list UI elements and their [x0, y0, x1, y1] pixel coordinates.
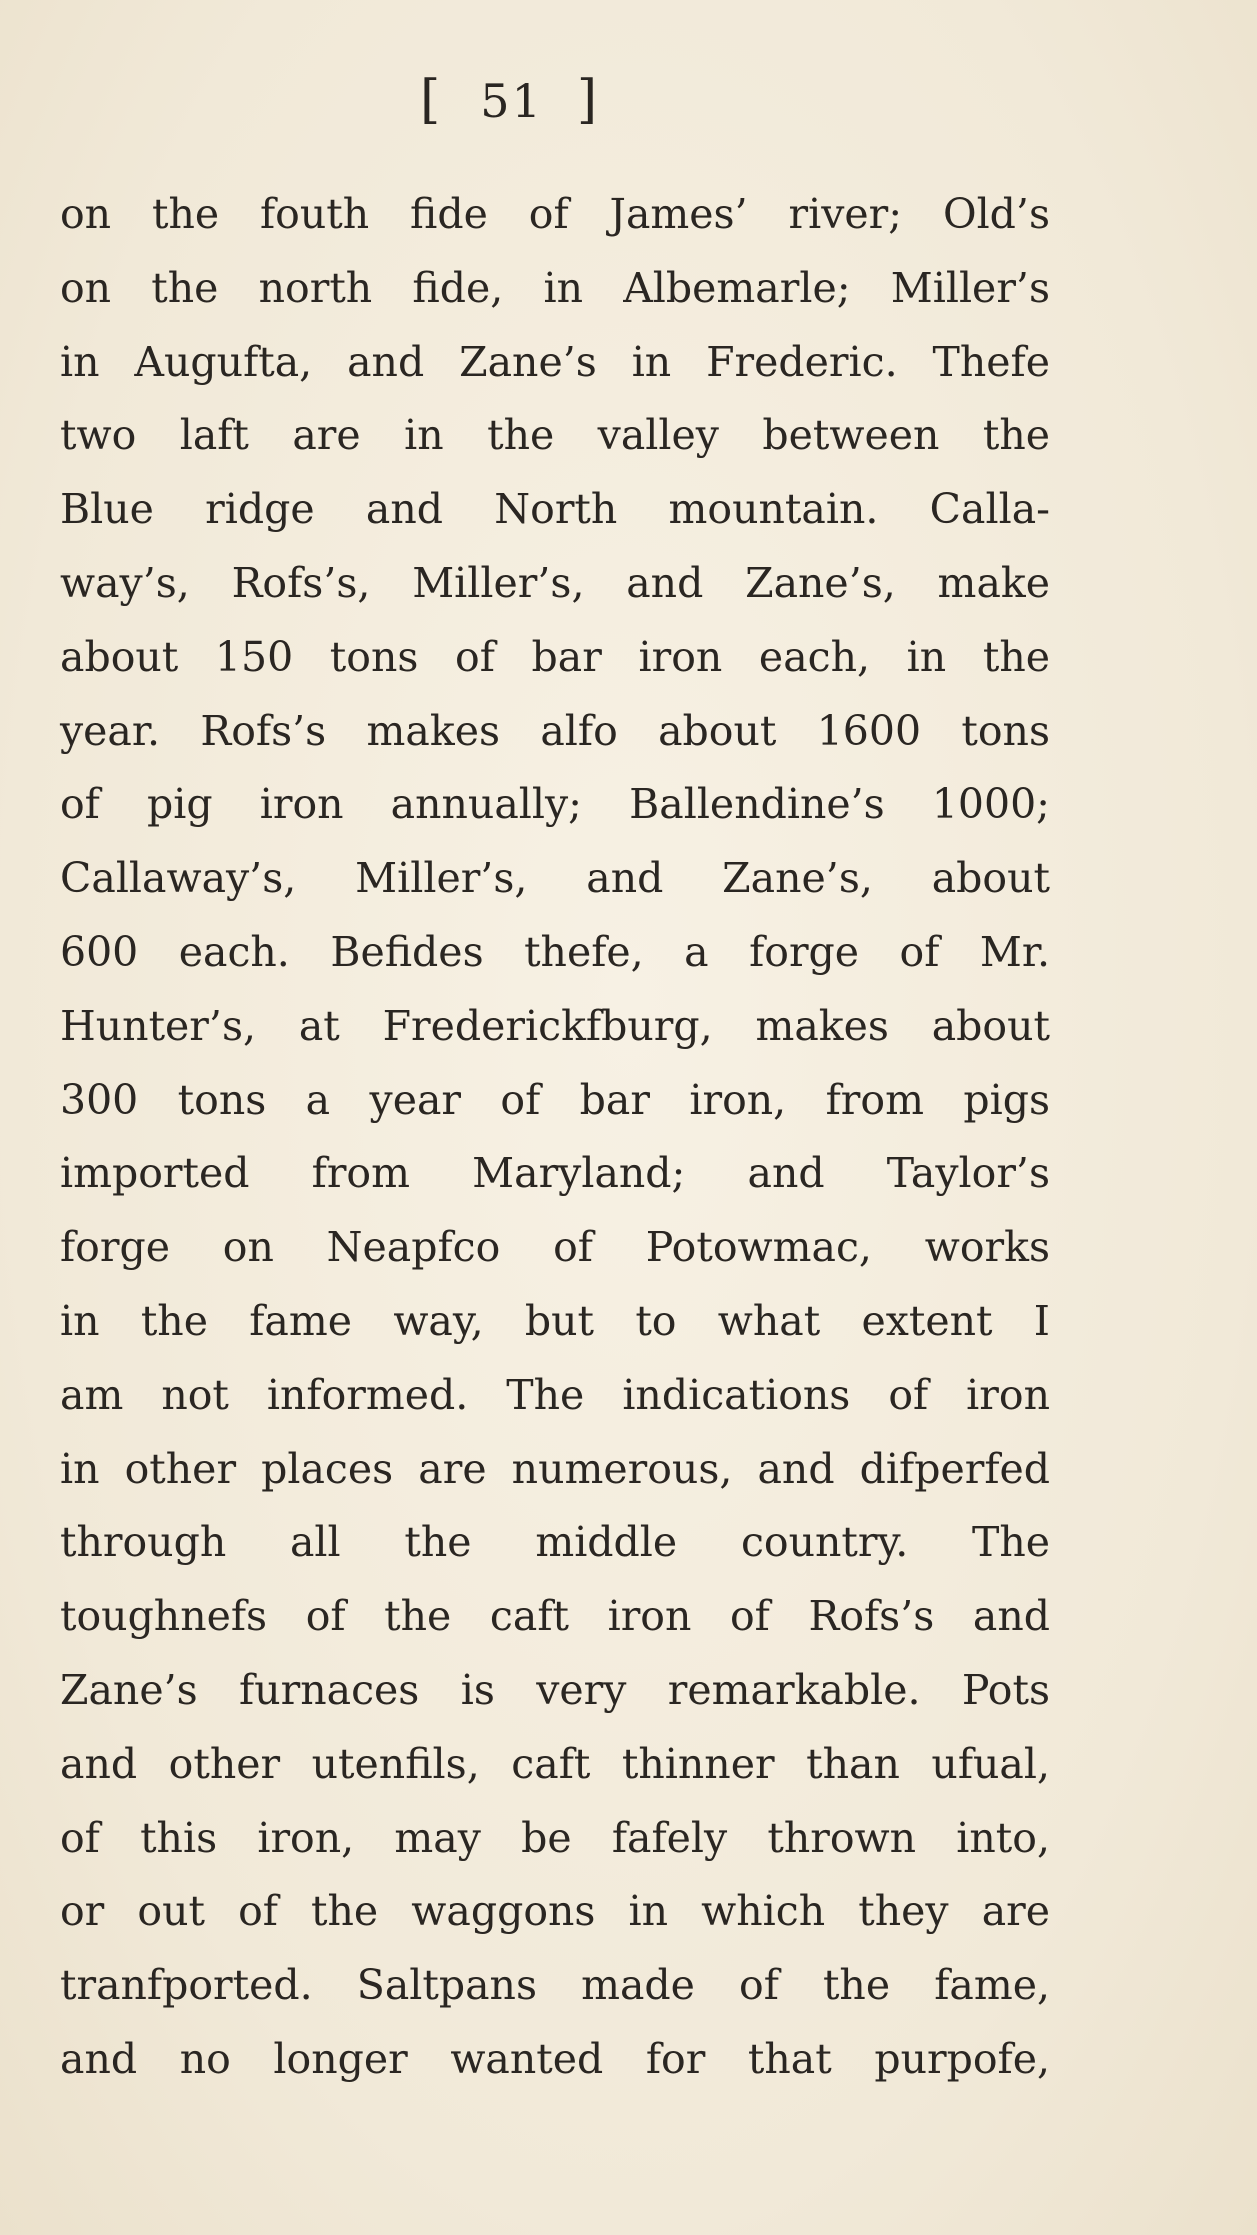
page-number-header [420, 70, 680, 130]
text-line: year. Rofs’s makes alfo about 1600 tons [60, 706, 1050, 755]
text-line: 300 tons a year of bar iron, from pigs [60, 1075, 1050, 1124]
text-line: about 150 tons of bar iron each, in the [60, 632, 1050, 681]
text-line: am not informed. The indications of iron [60, 1370, 1050, 1419]
text-line: and no longer wanted for that purpofe, [60, 2034, 1050, 2083]
text-line: toughnefs of the caft iron of Rofs’s and [60, 1592, 1050, 1641]
text-line: on the fouth fide of James’ river; Old’s [60, 190, 1050, 238]
text-line: in other places are numerous, and difperfed [60, 1444, 1050, 1493]
text-line: Callaway’s, Miller’s, and Zane’s, about [60, 854, 1050, 903]
text-line: way’s, Rofs’s, Miller’s, and Zane’s, make [60, 558, 1050, 607]
text-line: Hunter’s, at Frederickfburg, makes about [60, 1001, 1050, 1050]
open-bracket: [ [420, 70, 443, 130]
body-text [60, 178, 1050, 2097]
text-line: imported from Maryland; and Taylor’s [60, 1149, 1050, 1198]
text-line: or out of the waggons in which they are [60, 1887, 1050, 1936]
text-line: of this iron, may be fafely thrown into, [60, 1813, 1050, 1862]
text-line: through all the middle country. The [60, 1518, 1050, 1567]
text-line: two laft are in the valley between the [60, 411, 1050, 460]
text-line: of pig iron annually; Ballendine’s 1000; [60, 780, 1050, 829]
text-line: and other utenfils, caft thinner than ufual, [60, 1739, 1050, 1788]
page-number: 51 [480, 74, 543, 128]
text-line: Blue ridge and North mountain. Calla- [60, 485, 1050, 534]
text-line: in Augufta, and Zane’s in Frederic. Thefe [60, 337, 1050, 386]
text-line: on the north fide, in Albemarle; Miller’s [60, 263, 1050, 312]
text-line: forge on Neapfco of Potowmac, works [60, 1223, 1050, 1272]
close-bracket: ] [576, 70, 600, 130]
text-line: 600 each. Befides thefe, a forge of Mr. [60, 927, 1050, 976]
text-line: in the fame way, but to what extent I [60, 1296, 1050, 1345]
text-line: Zane’s furnaces is very remarkable. Pots [60, 1665, 1050, 1714]
text-line: tranfported. Saltpans made of the fame, [60, 1961, 1050, 2010]
